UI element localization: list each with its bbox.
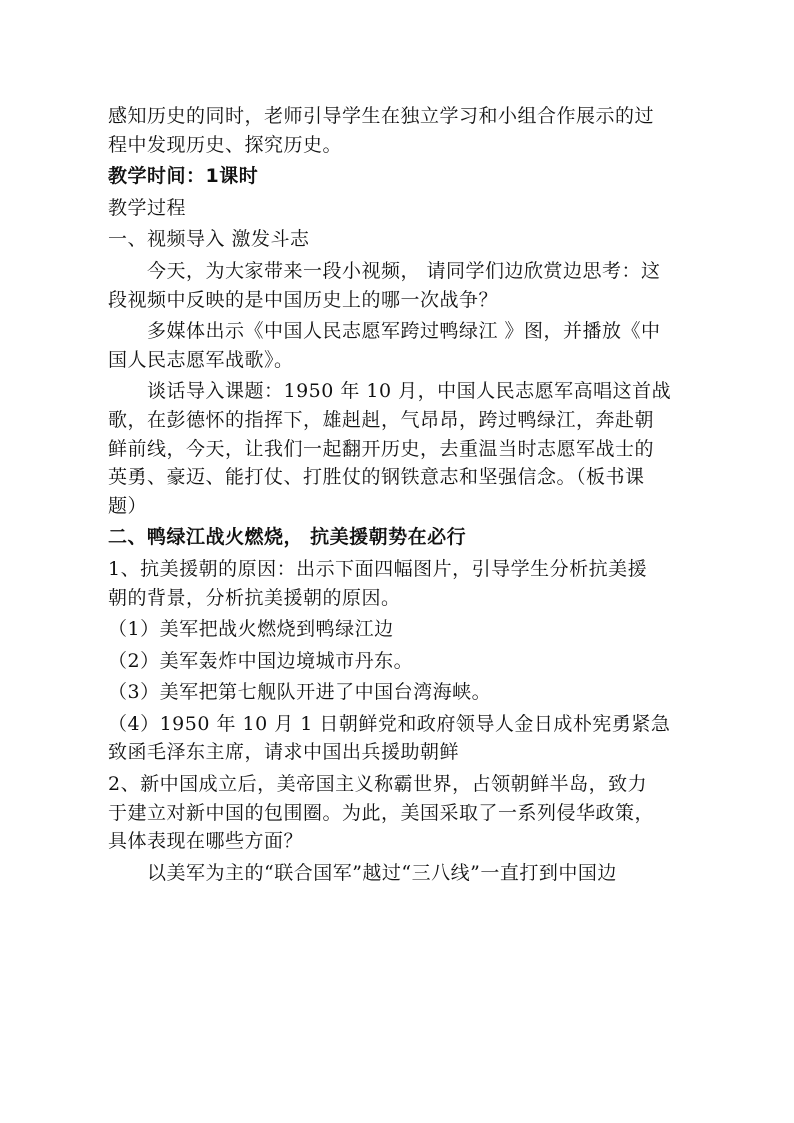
- section-heading-2: 二、鸭绿江战火燃烧， 抗美援朝势在必行: [108, 526, 467, 549]
- paragraph-line: 朝的背景，分析抗美援朝的原因。: [108, 586, 401, 609]
- list-item: （1）美军把战火燃烧到鸭绿江边: [108, 618, 394, 641]
- paragraph-line: 1、抗美援朝的原因：出示下面四幅图片，引导学生分析抗美援: [108, 557, 648, 580]
- paragraph-line: 歌，在彭德怀的指挥下，雄赳赳，气昂昂，跨过鸭绿江，奔赴朝: [108, 408, 655, 431]
- paragraph-line: 致函毛泽东主席，请求中国出兵援助朝鲜: [108, 741, 460, 764]
- document-body: [108, 102, 700, 887]
- paragraph-line: 2、新中国成立后，美帝国主义称霸世界，占领朝鲜半岛，致力: [108, 773, 648, 796]
- list-item: （2）美军轰炸中国边境城市丹东。: [108, 649, 414, 672]
- paragraph-line: 段视频中反映的是中国历史上的哪一次战争？: [108, 288, 499, 311]
- teaching-time-heading: 教学时间：1课时: [108, 165, 259, 188]
- paragraph-line: 今天，为大家带来一段小视频， 请同学们边欣赏边思考：这: [147, 259, 661, 282]
- paragraph-line: 于建立对新中国的包围圈。为此，美国采取了一系列侵华政策，: [108, 801, 655, 824]
- teaching-process-heading: 教学过程: [108, 196, 187, 219]
- list-item: （3）美军把第七舰队开进了中国台湾海峡。: [108, 681, 492, 704]
- paragraph-line: 具体表现在哪些方面？: [108, 830, 304, 853]
- list-item: （4）1950 年 10 月 1 日朝鲜党和政府领导人金日成朴宪勇紧急: [108, 712, 671, 735]
- paragraph-line: 谈话导入课题：1950 年 10 月，中国人民志愿军高唱这首战: [147, 380, 672, 403]
- paragraph-line: 以美军为主的“联合国军”越过“三八线”一直打到中国边: [147, 861, 617, 884]
- paragraph-line: 英勇、豪迈、能打仗、打胜仗的钢铁意志和坚强信念。（板书课: [108, 466, 645, 489]
- paragraph-line: 鲜前线，今天，让我们一起翻开历史，去重温当时志愿军战士的: [108, 437, 655, 460]
- paragraph-line: 感知历史的同时，老师引导学生在独立学习和小组合作展示的过: [108, 105, 655, 127]
- paragraph-line: 国人民志愿军战歌》。: [108, 348, 294, 371]
- paragraph-line: 题）: [108, 494, 148, 517]
- paragraph-line: 程中发现历史、探究历史。: [108, 133, 343, 156]
- paragraph-line: 多媒体出示《中国人民志愿军跨过鸭绿江 》图，并播放《中: [147, 320, 661, 343]
- section-heading-1: 一、视频导入 激发斗志: [108, 228, 310, 251]
